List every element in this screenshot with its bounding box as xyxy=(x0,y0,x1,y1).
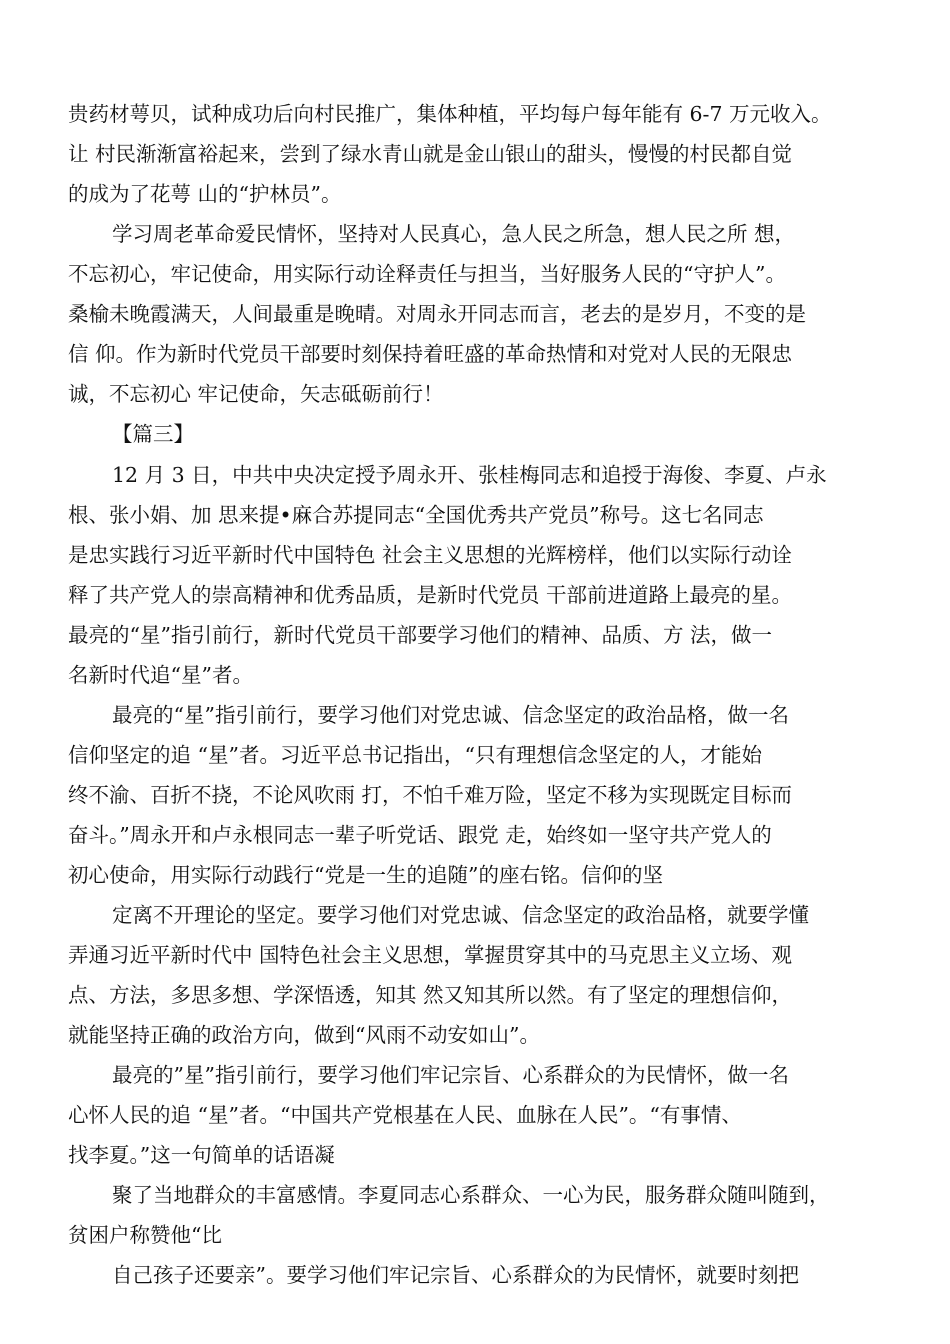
text-line: 贫困户称赞他“比 xyxy=(68,1223,222,1247)
text-line: 12 月 3 日，中共中央决定授予周永开、张桂梅同志和追授于海俊、李夏、卢永 xyxy=(112,463,827,487)
text-line: 名新时代追“星”者。 xyxy=(68,663,253,687)
text-line: 就能坚持正确的政治方向，做到“风雨不动安如山”。 xyxy=(68,1023,540,1047)
text-line: 弄通习近平新时代中 国特色社会主义思想，掌握贯穿其中的马克思主义立场、观 xyxy=(68,943,793,967)
text-line: 点、方法，多思多想、学深悟透，知其 然又知其所以然。有了坚定的理想信仰， xyxy=(68,983,793,1007)
text-line: 自己孩子还要亲”。要学习他们牢记宗旨、心系群众的为民情怀，就要时刻把 xyxy=(112,1263,799,1287)
text-line: 释了共产党人的崇高精神和优秀品质，是新时代党员 干部前进道路上最亮的星。 xyxy=(68,583,793,607)
text-line: 找李夏。”这一句简单的话语凝 xyxy=(68,1143,335,1167)
text-line: 定离不开理论的坚定。要学习他们对党忠诚、信念坚定的政治品格，就要学懂 xyxy=(112,903,809,927)
text-line: 初心使命，用实际行动践行“党是一生的追随”的座右铭。信仰的坚 xyxy=(68,863,663,887)
text-line: 不忘初心，牢记使命，用实际行动诠释责任与担当，当好服务人民的“守护人”。 xyxy=(68,262,786,286)
text-line: 终不渝、百折不挠，不论风吹雨 打，不怕千难万险，坚定不移为实现既定目标而 xyxy=(68,783,793,807)
text-line: 最亮的”星”指引前行，要学习他们牢记宗旨、心系群众的为民情怀，做一名 xyxy=(112,1063,789,1087)
text-line: 诚，不忘初心 牢记使命，矢志砥砺前行！ xyxy=(68,382,444,406)
text-line: 奋斗。”周永开和卢永根同志一辈子听党话、跟党 走，始终如一坚守共产党人的 xyxy=(68,823,772,847)
text-line: 学习周老革命爱民情怀，坚持对人民真心，急人民之所急，想人民之所 想， xyxy=(112,222,796,246)
text-line: 最亮的“星”指引前行，要学习他们对党忠诚、信念坚定的政治品格，做一名 xyxy=(112,703,789,727)
section-heading: 【篇三】 xyxy=(112,422,194,446)
text-line: 是忠实践行习近平新时代中国特色 社会主义思想的光辉榜样，他们以实际行动诠 xyxy=(68,543,793,567)
text-line: 的成为了花萼 山的“护林员”。 xyxy=(68,182,342,206)
text-line: 信 仰。作为新时代党员干部要时刻保持着旺盛的革命热情和对党对人民的无限忠 xyxy=(68,342,793,366)
text-line: 最亮的“星”指引前行，新时代党员干部要学习他们的精神、品质、方 法，做一 xyxy=(68,623,772,647)
text-line: 心怀人民的追 “星”者。“中国共产党根基在人民、血脉在人民”。“有事情、 xyxy=(68,1103,742,1127)
text-line: 根、张小娟、加 思来提•麻合苏提同志“全国优秀共产党员”称号。这七名同志 xyxy=(68,503,764,527)
text-line: 桑榆未晚霞满天，人间最重是晚晴。对周永开同志而言，老去的是岁月，不变的是 xyxy=(68,302,806,326)
text-line: 信仰坚定的追 “星”者。习近平总书记指出，“只有理想信念坚定的人，才能始 xyxy=(68,743,762,767)
text-line: 聚了当地群众的丰富感情。李夏同志心系群众、一心为民，服务群众随叫随到， xyxy=(112,1183,830,1207)
text-line: 让 村民渐渐富裕起来，尝到了绿水青山就是金山银山的甜头，慢慢的村民都自觉 xyxy=(68,142,793,166)
text-line: 贵药材萼贝，试种成功后向村民推广，集体种植，平均每户每年能有 6-7 万元收入。 xyxy=(68,102,832,126)
